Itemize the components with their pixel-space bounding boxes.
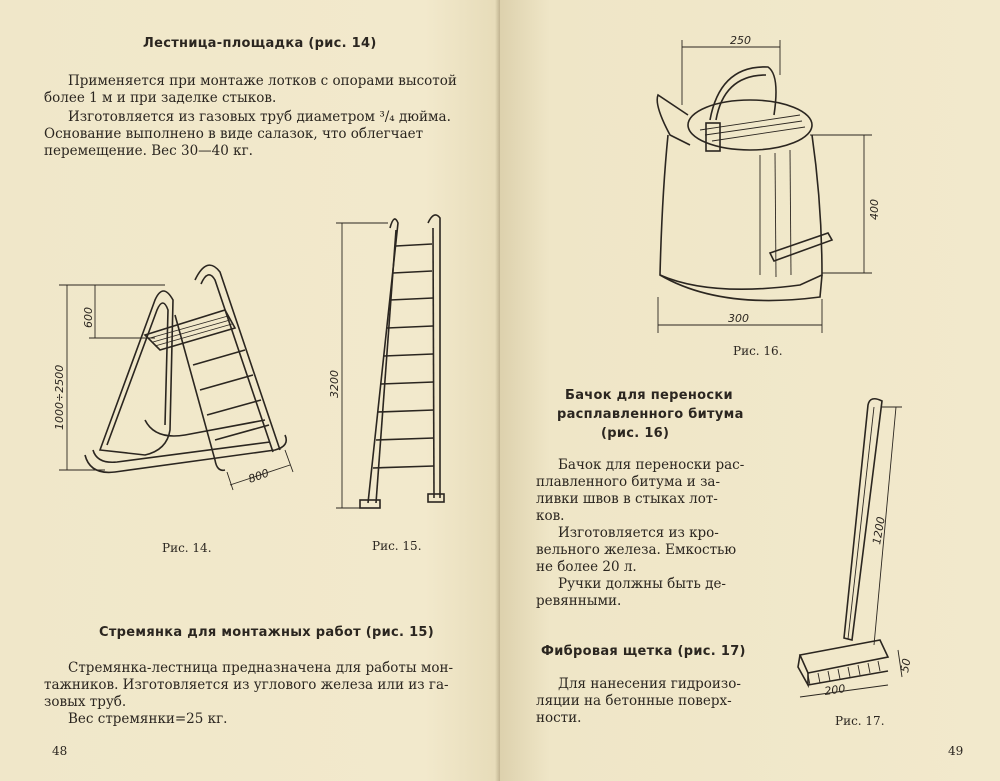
paragraph-line: Стремянка-лестница предназначена для работы мон- <box>68 660 454 676</box>
paragraph-line: не более 20 л. <box>536 559 637 575</box>
heading-stepladder: Стремянка для монтажных работ (рис. 15) <box>99 625 435 640</box>
dim-bottom-label: 300 <box>728 312 749 325</box>
dim-height-label: 3200 <box>328 370 341 398</box>
paragraph-line: Ручки должны быть де- <box>558 576 726 592</box>
heading-bitumen-can: (рис. 16) <box>601 426 670 441</box>
dim-top-label: 250 <box>730 34 751 47</box>
page-number: 48 <box>52 744 68 758</box>
right-page <box>500 0 1000 781</box>
heading-ladder-platform: Лестница-площадка (рис. 14) <box>143 36 377 51</box>
figure-15-caption: Рис. 15. <box>372 539 422 553</box>
page-number: 49 <box>948 744 964 758</box>
figure-14-platform-ladder <box>45 250 305 510</box>
paragraph-line: Применяется при монтаже лотков с опорами высотой <box>68 73 457 89</box>
paragraph-line: более 1 м и при заделке стыков. <box>44 90 277 106</box>
figure-15-ladder <box>328 208 468 518</box>
paragraph-line: ревянными. <box>536 593 622 609</box>
paragraph-line: Для нанесения гидроизо- <box>558 676 741 692</box>
paragraph-line: перемещение. Вес 30—40 кг. <box>44 143 253 159</box>
figure-14-caption: Рис. 14. <box>162 541 212 555</box>
paragraph-line: тажников. Изготовляется из углового железа или из га- <box>44 677 449 693</box>
paragraph-line: ляции на бетонные поверх- <box>536 693 732 709</box>
figure-17-fiber-brush <box>790 395 920 715</box>
dim-height-label: 1000÷2500 <box>53 364 66 430</box>
heading-bitumen-can: Бачок для переноски <box>565 388 733 403</box>
dim-handle-label: 1200 <box>870 515 888 546</box>
paragraph-line: Бачок для переноски рас- <box>558 457 745 473</box>
paragraph-line: ков. <box>536 508 565 524</box>
paragraph-line: Изготовляется из кро- <box>558 525 719 541</box>
paragraph-line: Вес стремянки=25 кг. <box>68 711 228 727</box>
heading-fiber-brush: Фибровая щетка (рис. 17) <box>541 644 746 659</box>
figure-16-caption: Рис. 16. <box>733 344 783 358</box>
paragraph-line: ливки швов в стыках лот- <box>536 491 718 507</box>
figure-17-caption: Рис. 17. <box>835 714 885 728</box>
paragraph-line: плавленного битума и за- <box>536 474 721 490</box>
paragraph-line: зовых труб. <box>44 694 127 710</box>
paragraph-line: Основание выполнено в виде салазок, что облегчает <box>44 126 424 142</box>
dim-base-label: 800 <box>246 466 271 486</box>
paragraph-line: Изготовляется из газовых труб диаметром ³/₄ дюйма. <box>68 109 451 125</box>
dim-side-label: 400 <box>868 199 881 220</box>
figure-16-bitumen-can <box>650 35 890 345</box>
dim-top-label: 600 <box>82 307 95 328</box>
paragraph-line: ности. <box>536 710 582 726</box>
heading-bitumen-can: расплавленного битума <box>557 407 744 422</box>
dim-depth-label: 50 <box>898 657 914 674</box>
dim-width-label: 200 <box>823 682 847 698</box>
paragraph-line: вельного железа. Емкостью <box>536 542 737 558</box>
